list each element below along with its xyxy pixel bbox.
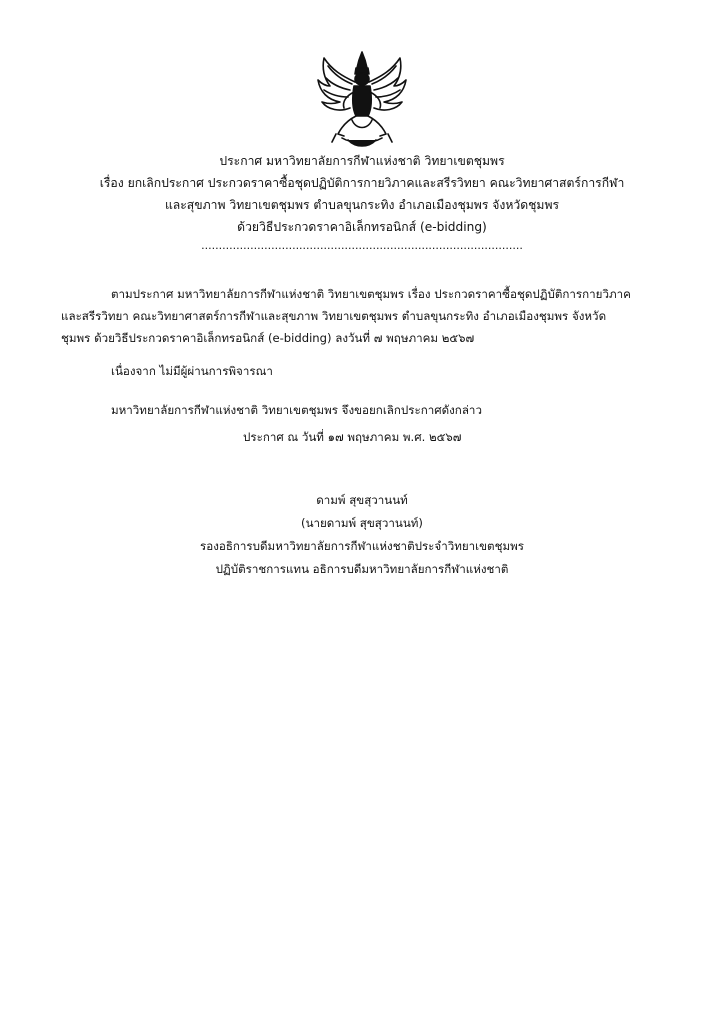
header-separator: ............................................................................................ bbox=[201, 239, 523, 252]
signatory-acting-position: ปฏิบัติราชการแทน อธิการบดีมหาวิทยาลัยการกีฬาแห่งชาติ bbox=[215, 562, 509, 576]
body-line-3: ชุมพร ด้วยวิธีประกวดราคาอิเล็กทรอนิกส์ (e-bidding) ลงวันที่ ๗ พฤษภาคม ๒๕๖๗ bbox=[61, 331, 475, 345]
cancel-paragraph: มหาวิทยาลัยการกีฬาแห่งชาติ วิทยาเขตชุมพร จึงขอยกเลิกประกาศดังกล่าว bbox=[111, 403, 482, 417]
subject-line-2: และสุขภาพ วิทยาเขตชุมพร ตำบลขุนกระทิง อำเภอเมืองชุมพร จังหวัดชุมพร bbox=[164, 198, 560, 212]
body-line-1: ตามประกาศ มหาวิทยาลัยการกีฬาแห่งชาติ วิทยาเขตชุมพร เรื่อง ประกวดราคาซื้อชุดปฏิบัติการกายวิภาค bbox=[111, 287, 631, 301]
reason-paragraph: เนื่องจาก ไม่มีผู้ผ่านการพิจารณา bbox=[111, 364, 273, 378]
body-paragraph bbox=[61, 283, 698, 349]
signature-name: ดามพ์ สุขสุวานนท์ bbox=[316, 493, 408, 507]
subject-line-1: เรื่อง ยกเลิกประกาศ ประกวดราคาซื้อชุดปฏิบัติการกายวิภาคและสรีรวิทยา คณะวิทยาศาสตร์การกีฬา bbox=[99, 176, 625, 190]
announcement-date: ประกาศ ณ วันที่ ๑๗ พฤษภาคม พ.ศ. ๒๕๖๗ bbox=[243, 430, 462, 444]
signatory-position: รองอธิการบดีมหาวิทยาลัยการกีฬาแห่งชาติประจำวิทยาเขตชุมพร bbox=[200, 539, 524, 553]
announcement-title: ประกาศ มหาวิทยาลัยการกีฬาแห่งชาติ วิทยาเขตชุมพร bbox=[219, 154, 505, 168]
announcement-header bbox=[0, 150, 724, 254]
signature-block bbox=[0, 489, 724, 581]
signatory-full-name: (นายดามพ์ สุขสุวานนท์) bbox=[301, 516, 423, 530]
subject-line-3: ด้วยวิธีประกวดราคาอิเล็กทรอนิกส์ (e-bidding) bbox=[237, 220, 487, 234]
body-line-2: และสรีรวิทยา คณะวิทยาศาสตร์การกีฬาและสุขภาพ วิทยาเขตชุมพร ตำบลขุนกระทิง อำเภอเมืองชุมพร จังหวัด bbox=[61, 309, 607, 323]
garuda-emblem-icon bbox=[312, 50, 412, 148]
